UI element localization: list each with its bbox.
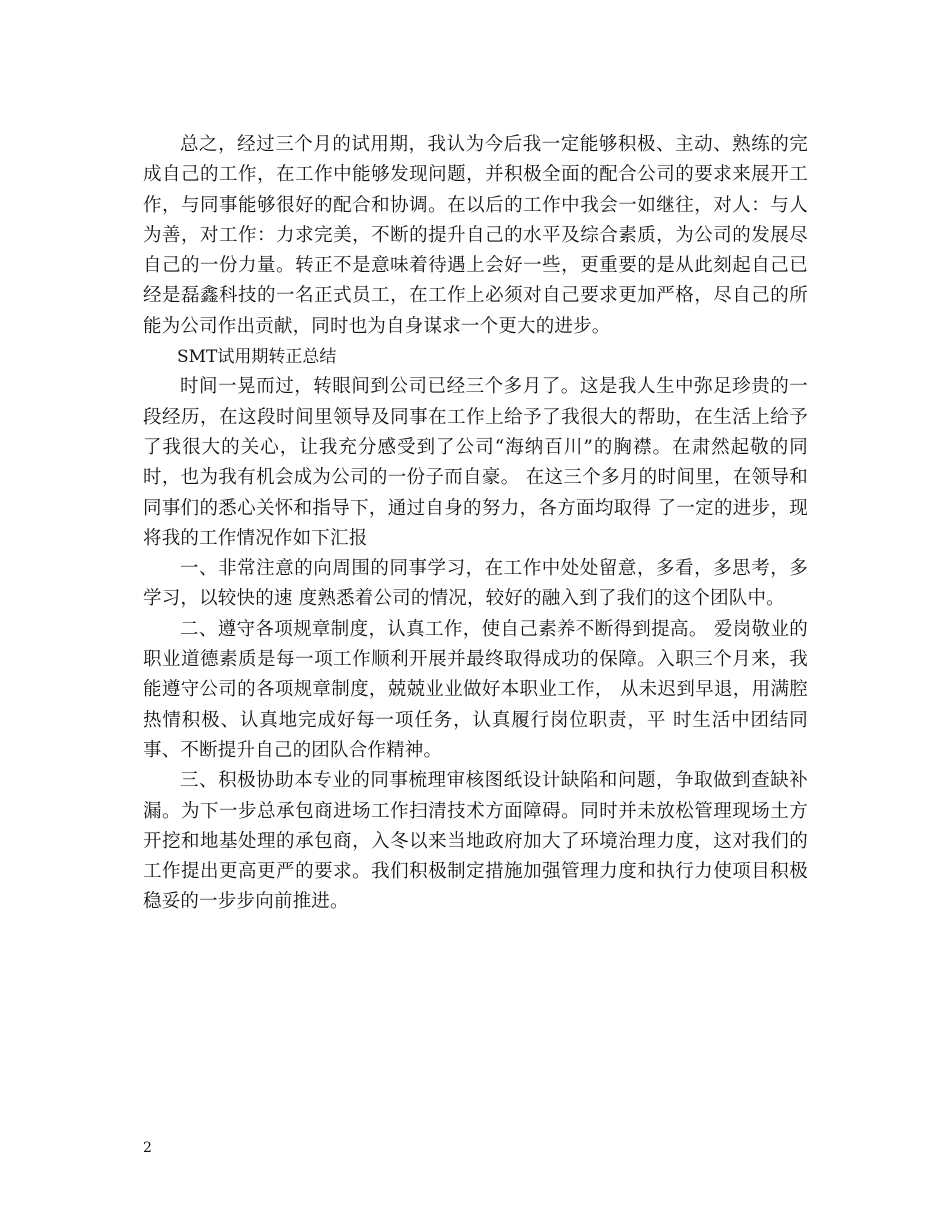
paragraph-point-2: 二、遵守各项规章制度，认真工作，使自己素养不断得到提高。 爱岗敬业的职业道德素质是每一项工作顺利开展并最终取得成功的保障。入职三个月来，我能遵守公司的各项规章制度，兢兢业业做好本职业工作， 从未迟到早退，用满腔热情积极、认真地完成好每一项任务，认真履行岗位职责，平 时生活中团结同事、不断提升自己的团队合作精神。 [143,618,808,761]
paragraph-point-1: 一、非常注意的向周围的同事学习，在工作中处处留意，多看，多思考，多学习，以较快的速 度熟悉着公司的情况，较好的融入到了我们的这个团队中。 [143,558,808,610]
paragraph-point-3: 三、积极协助本专业的同事梳理审核图纸设计缺陷和问题，争取做到查缺补漏。为下一步总承包商进场工作扫清技术方面障碍。同时并未放松管理现场土方开挖和地基处理的承包商，入冬以来当地政府加大了环境治理力度，这对我们的工作提出更高更严的要求。我们积极制定措施加强管理力度和执行力使项目积极稳妥的一步步向前推进。 [143,770,808,913]
paragraph-conclusion: 总之，经过三个月的试用期，我认为今后我一定能够积极、主动、熟练的完成自己的工作，在工作中能够发现问题，并积极全面的配合公司的要求来展开工作，与同事能够很好的配合和协调。在以后的工作中我会一如继往，对人：与人为善，对工作：力求完美，不断的提升自己的水平及综合素质，为公司的发展尽自己的一份力量。转正不是意味着待遇上会好一些，更重要的是从此刻起自己已经是磊鑫科技的一名正式员工，在工作上必须对自己要求更加严格，尽自己的所能为公司作出贡献，同时也为自身谋求一个更大的进步。 [143,134,808,337]
paragraph-intro: 时间一晃而过，转眼间到公司已经三个多月了。这是我人生中弥足珍贵的一段经历，在这段时间里领导及同事在工作上给予了我很大的帮助，在生活上给予了我很大的关心，让我充分感受到了公司“海纳百川”的胸襟。在肃然起敬的同时，也为我有机会成为公司的一份子而自豪。 在这三个多月的时间里，在领导和同事们的悉心关怀和指导下，通过自身的努力，各方面均取得 了一定的进步，现将我的工作情况作如下汇报 [143,376,808,549]
page-number: 2 [143,1140,152,1156]
document-body [143,130,808,918]
section-heading: SMT试用期转正总结 [177,347,337,368]
